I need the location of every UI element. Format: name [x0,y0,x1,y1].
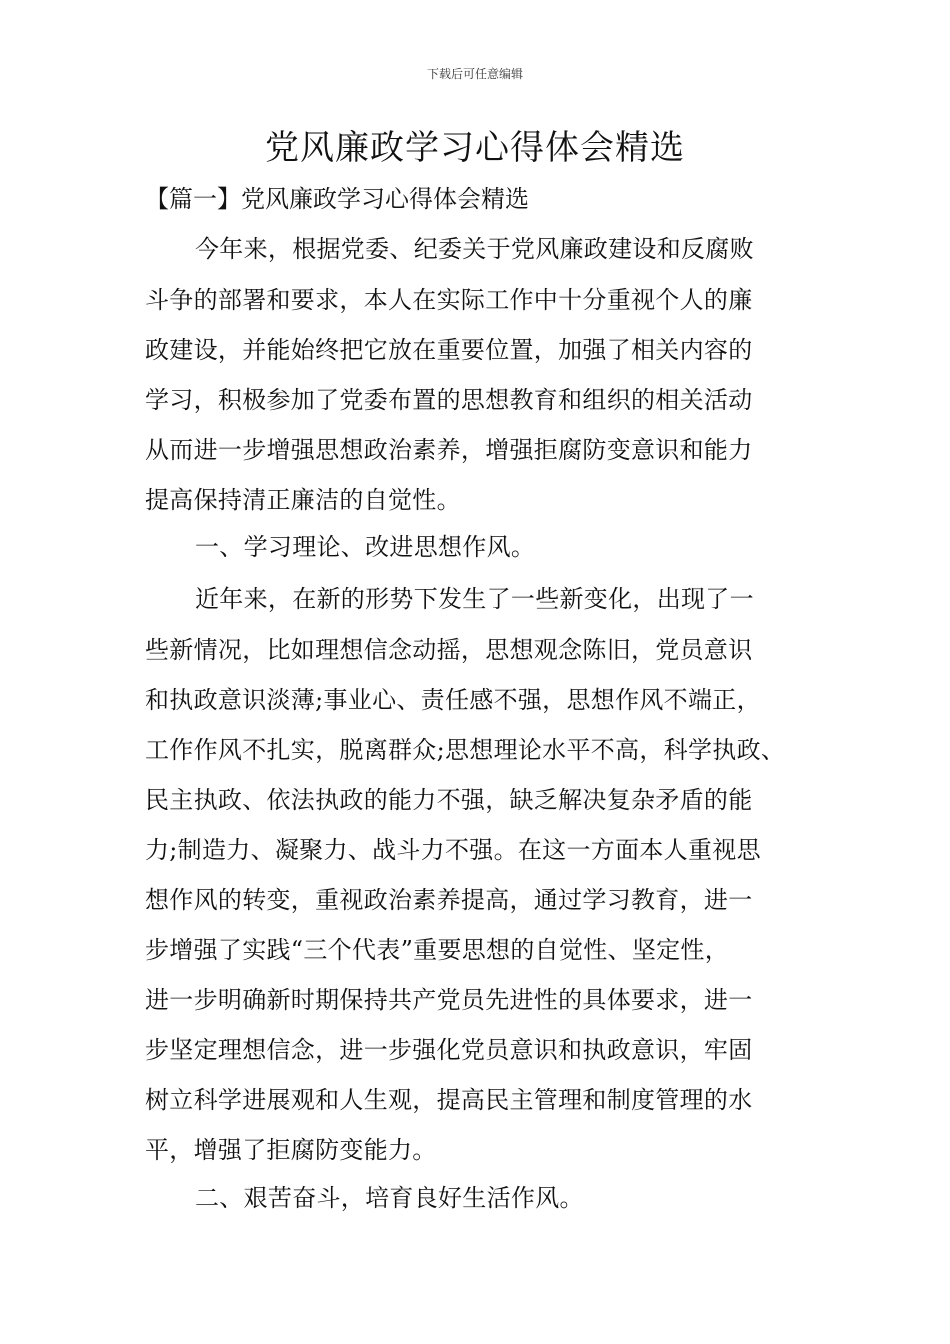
section-heading: 【篇一】党风廉政学习心得体会精选 [145,185,529,213]
body-line: 今年来，根据党委、纪委关于党风廉政建设和反腐败 [195,235,754,263]
body-line: 提高保持清正廉洁的自觉性。 [145,486,461,514]
body-line: 工作作风不扎实，脱离群众;思想理论水平不高，科学执政、 [145,736,786,764]
body-line: 力;制造力、凝聚力、战斗力不强。在这一方面本人重视思 [145,836,761,864]
body-line: 和执政意识淡薄;事业心、责任感不强，思想作风不端正， [145,686,761,714]
body-line: 进一步明确新时期保持共产党员先进性的具体要求，进一 [145,986,753,1014]
body-line: 政建设，并能始终把它放在重要位置，加强了相关内容的 [145,336,753,364]
body-line: 些新情况，比如理想信念动摇，思想观念陈旧，党员意识 [145,636,753,664]
body-line: 平，增强了拒腐防变能力。 [145,1136,437,1164]
body-line: 学习，积极参加了党委布置的思想教育和组织的相关活动 [145,386,753,414]
body-line: 近年来，在新的形势下发生了一些新变化，出现了一 [195,585,754,613]
header-note: 下载后可任意编辑 [426,67,523,81]
subheading-line: 一、学习理论、改进思想作风。 [195,533,536,561]
body-line: 民主执政、依法执政的能力不强，缺乏解决复杂矛盾的能 [145,786,753,814]
body-line: 从而进一步增强思想政治素养，增强拒腐防变意识和能力 [145,436,753,464]
body-line: 树立科学进展观和人生观，提高民主管理和制度管理的水 [145,1086,753,1114]
document-title: 党风廉政学习心得体会精选 [265,128,685,168]
body-line: 步坚定理想信念，进一步强化党员意识和执政意识，牢固 [145,1036,753,1064]
subheading-line: 二、艰苦奋斗，培育良好生活作风。 [195,1184,584,1212]
body-line: 步增强了实践“三个代表”重要思想的自觉性、坚定性， [145,936,730,964]
body-line: 斗争的部署和要求，本人在实际工作中十分重视个人的廉 [145,286,753,314]
body-line: 想作风的转变，重视政治素养提高，通过学习教育，进一 [145,886,753,914]
